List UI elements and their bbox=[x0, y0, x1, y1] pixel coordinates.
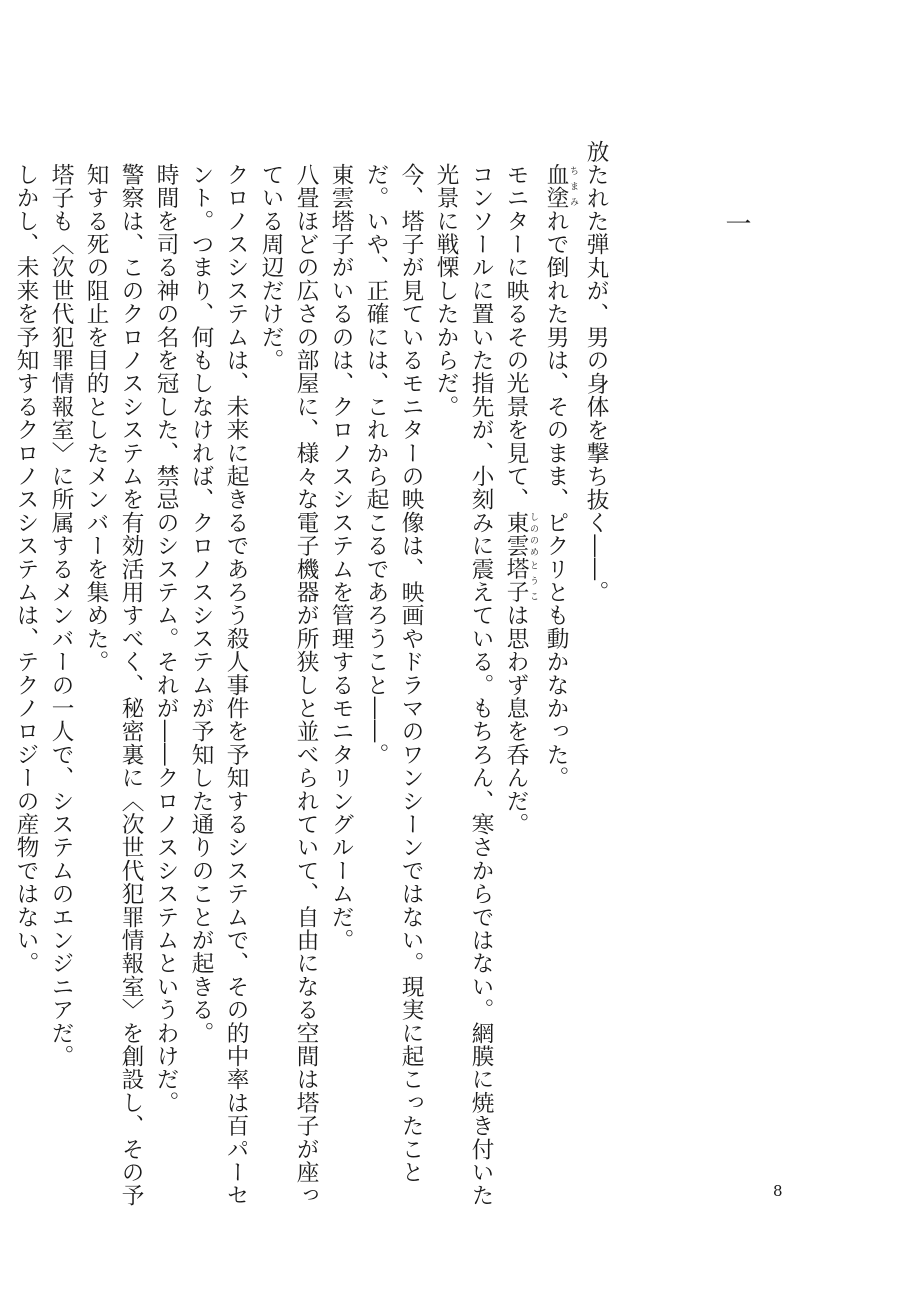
ruby-annotation bbox=[543, 162, 578, 209]
paragraph-text: 八畳ほどの広さの部屋に、様々な電子機器が所狭しと並べられていて、自由になる空間は塔子が座っている周辺だけだ。 bbox=[258, 162, 319, 1207]
paragraph-text: れで倒れた男は、そのまま、ピクリとも動かなかった。 bbox=[543, 209, 569, 789]
ruby-reading: とうこ bbox=[528, 557, 538, 604]
paragraph bbox=[323, 140, 358, 1220]
paragraph-text: 放たれた弾丸が、男の身体を撃ち抜く――。 bbox=[583, 140, 609, 604]
paragraph-text: クロノスシステムは、未来に起きるであろう殺人事件を予知するシステムで、その的中率は百パーセント。つまり、何もしなければ、クロノスシステムが予知した通りのことが起きる。 bbox=[188, 162, 249, 1207]
ruby-base: 塔子 bbox=[503, 557, 529, 604]
paragraph bbox=[148, 140, 183, 1220]
paragraph bbox=[358, 140, 428, 1220]
paragraph-text: 東雲塔子がいるのは、クロノスシステムを管理するモニタリングルームだ。 bbox=[328, 162, 354, 952]
paragraph bbox=[578, 140, 613, 1220]
ruby-base: 東雲 bbox=[503, 510, 529, 557]
paragraph bbox=[8, 140, 43, 1220]
paragraph bbox=[43, 140, 78, 1220]
paragraph bbox=[253, 140, 323, 1220]
paragraph-text: しかし、未来を予知するクロノスシステムは、テクノロジーの産物ではない。 bbox=[13, 162, 39, 975]
paragraph-text: は思わず息を呑んだ。 bbox=[503, 603, 529, 836]
paragraph-text: コンソールに置いた指先が、小刻みに震えている。もちろん、寒さからではない。網膜に焼き付いた光景に戦慄したからだ。 bbox=[433, 162, 494, 1207]
paragraph bbox=[78, 140, 148, 1220]
paragraph-list bbox=[8, 140, 613, 1220]
paragraph bbox=[538, 140, 578, 1220]
paragraph-text: 塔子も〈次世代犯罪情報室〉に所属するメンバーの一人で、システムのエンジニアだ。 bbox=[48, 162, 74, 1068]
paragraph-text: 時間を司る神の名を冠した、禁忌のシステム。それが――クロノスシステムというわけだ。 bbox=[153, 162, 179, 1114]
ruby-reading: ちまみ bbox=[568, 162, 578, 209]
paragraph-text: 今、塔子が見ているモニターの映像は、映画やドラマのワンシーンではない。現実に起こったことだ。いや、正確には、これから起こるであろうこと――。 bbox=[363, 162, 424, 1184]
paragraph bbox=[183, 140, 253, 1220]
paragraph bbox=[498, 140, 538, 1220]
chapter-title: 一 bbox=[721, 210, 751, 237]
page-number: 8 bbox=[773, 1182, 783, 1200]
ruby-base: 血塗 bbox=[543, 162, 569, 209]
ruby-reading: しののめ bbox=[528, 510, 538, 557]
paragraph bbox=[428, 140, 498, 1220]
vertical-text-body bbox=[0, 140, 788, 1220]
paragraph-text: モニターに映るその光景を見て、 bbox=[503, 162, 529, 511]
ruby-annotation bbox=[503, 510, 538, 557]
ruby-annotation bbox=[503, 557, 538, 604]
paragraph-text: 警察は、このクロノスシステムを有効活用すべく、秘密裏に〈次世代犯罪情報室〉を創設し、その予知する死の阻止を目的としたメンバーを集めた。 bbox=[83, 162, 144, 1207]
